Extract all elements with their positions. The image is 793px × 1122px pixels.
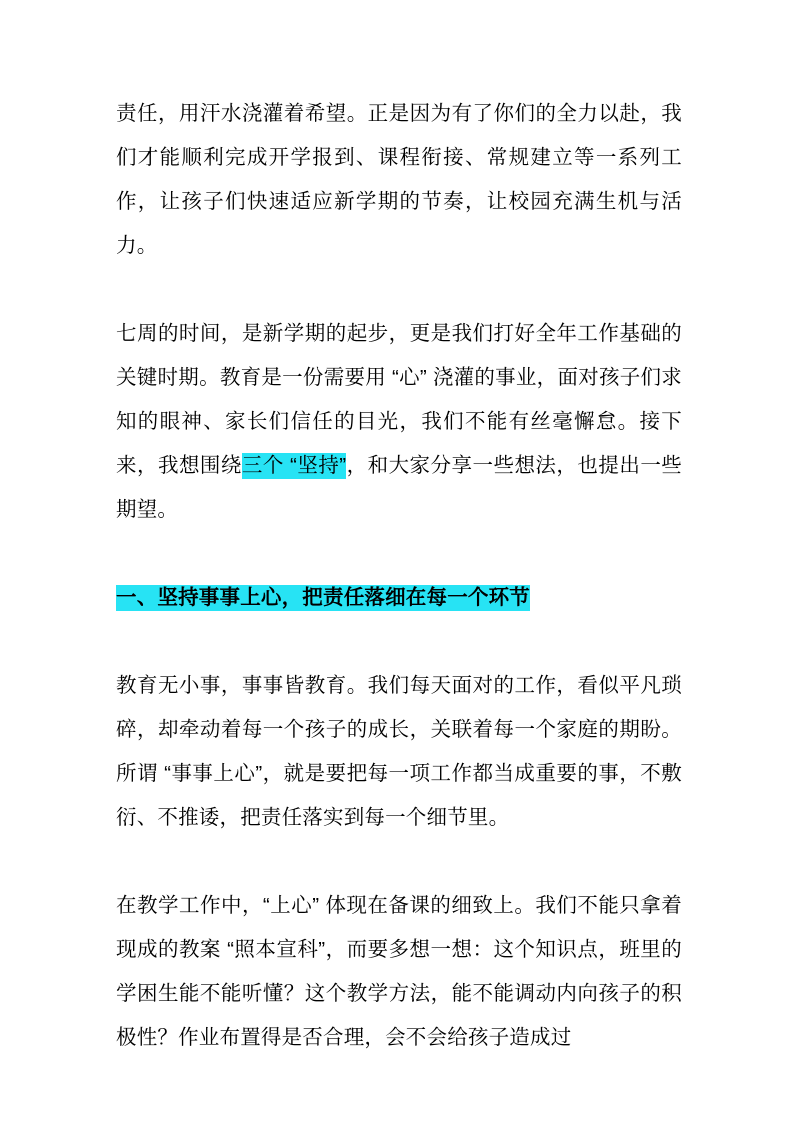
- paragraph-spacer: [116, 532, 682, 576]
- paragraph-spacer: [116, 268, 682, 312]
- section-heading-1: [116, 576, 682, 620]
- paragraph-spacer: [116, 620, 682, 664]
- paragraph-1: 责任，用汗水浇灌着希望。正是因为有了你们的全力以赴，我们才能顺利完成开学报到、课程衔接、常规建立等一系列工作，让孩子们快速适应新学期的节奏，让校园充满生机与活力。: [116, 102, 682, 257]
- paragraph-2: [116, 312, 682, 532]
- paragraph-2-segment-plain-2: ，和大家分享一些想法，也提出一些期望。: [116, 454, 683, 521]
- section-heading-1-text: 一、坚持事事上心，把责任落细在每一个环节: [116, 586, 530, 609]
- document-body: [116, 92, 682, 1060]
- paragraph-3: 教育无小事，事事皆教育。我们每天面对的工作，看似平凡琐碎，却牵动着每一个孩子的成长，关联着每一个家庭的期盼。所谓 “事事上心”，就是要把每一项工作都当成重要的事，不敷衍、不推诿，把责任落实到每一个细节里。: [116, 674, 682, 829]
- paragraph-2-segment-plain-1: 七周的时间，是新学期的起步，更是我们打好全年工作基础的关键时期。教育是一份需要用 “心” 浇灌的事业，面对孩子们求知的眼神、家长们信任的目光，我们不能有丝毫懈怠。接下来，我想围绕: [116, 322, 682, 477]
- paragraph-2-segment-highlighted: 三个 “坚持”: [241, 454, 347, 477]
- paragraph-spacer: [116, 840, 682, 884]
- paragraph-4: 在教学工作中，“上心” 体现在备课的细致上。我们不能只拿着现成的教案 “照本宣科”，而要多想一想：这个知识点，班里的学困生能不能听懂？这个教学方法，能不能调动内向孩子的积极性？作业布置得是否合理，会不会给孩子造成过: [116, 894, 682, 1049]
